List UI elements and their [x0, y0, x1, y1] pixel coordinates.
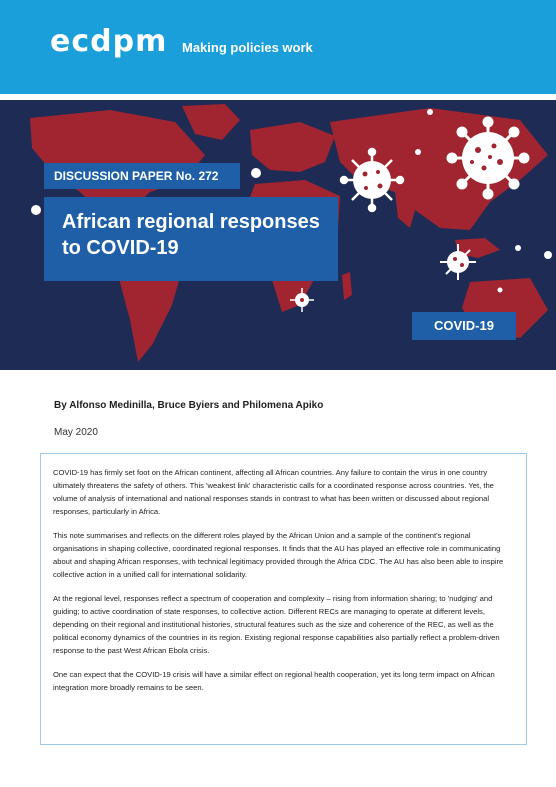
- document-title-line-2: to COVID-19: [62, 237, 179, 259]
- document-title-line-1: African regional responses: [62, 211, 320, 233]
- summary-paragraph: At the regional level, responses reflect a spectrum of cooperation and complexity – rising from information sharing; to 'nudging' and guiding; to active coordination of state responses, to collective action. Different RECs are managing to operate at different levels, depending on their regional and institutional histories, structural features such as the size and coherence of the REC, as well as the political economy dynamics of the countries in its region. Existing regional response capabilities also partially reflect a problem-driven response to the past West African Ebola crisis.: [53, 594, 500, 655]
- tagline: Making policies work: [182, 40, 313, 55]
- site-header: [0, 0, 556, 94]
- continent-europe: [250, 122, 335, 172]
- summary-paragraph: COVID-19 has firmly set foot on the African continent, affecting all African countries. Any failure to contain the virus in one country ultimately threatens the safety of others. This 'weakest link' characteristic calls for a coordinated response across countries. Yet, the volume of analysis of international and national responses stands in contrast to what has been written or discussed about regional responses, particularly in Africa.: [53, 468, 494, 516]
- publication-date: May 2020: [54, 427, 98, 438]
- summary-paragraph: This note summarises and reflects on the different roles played by the African Union and a sample of the continent's regional organisations in shaping collective, coordinated regional responses. It finds that the AU has played an effective role in communicating about and shaping African responses, with technical legitimacy provided through the Africa CDC. The AU has also been able to inspire collective action in a unified call for international solidarity.: [53, 531, 504, 579]
- title-box: [44, 197, 338, 281]
- summary-paragraph: One can expect that the COVID-19 crisis will have a similar effect on regional health cooperation, yet its long term impact on African integration more broadly remains to be seen.: [53, 670, 495, 692]
- covid-badge: COVID-19: [412, 312, 516, 340]
- authors: By Alfonso Medinilla, Bruce Byiers and Philomena Apiko: [54, 400, 324, 411]
- island-madagascar: [342, 272, 352, 300]
- virus-large: [448, 118, 528, 198]
- summary-box: [40, 453, 527, 745]
- continent-greenland: [182, 104, 240, 140]
- discussion-paper-label: DISCUSSION PAPER No. 272: [44, 163, 240, 189]
- ecdpm-logo: ecdpm: [50, 24, 168, 59]
